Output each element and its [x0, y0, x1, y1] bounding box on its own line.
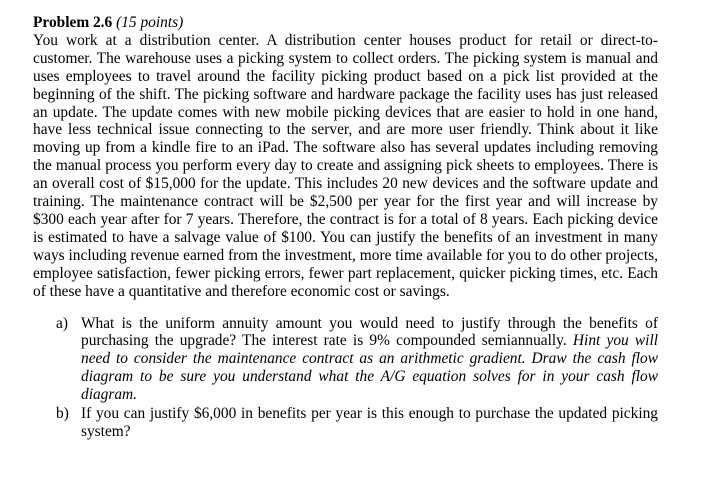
problem-document: [33, 14, 658, 441]
problem-heading: [33, 14, 658, 32]
problem-number: Problem 2.6: [33, 14, 113, 31]
previous-page-text-fragment: [232, 0, 492, 5]
question-text: If you can justify $6,000 in benefits per year is this enough to purchase the updated picking system?: [81, 405, 658, 440]
question-list: [33, 315, 658, 441]
question-a: [56, 314, 658, 405]
question-text: What is the uniform annuity amount you would need to justify through the benefits of purchasing the upgrade? The interest rate is 9% compounded semiannually.: [81, 314, 658, 350]
problem-points: (15 points): [116, 14, 184, 31]
cut-off-text-marks: [232, 0, 492, 5]
question-b: [56, 405, 658, 441]
question-marker: a): [56, 314, 68, 332]
question-marker: b): [56, 405, 69, 423]
problem-statement: You work at a distribution center. A distribution center houses product for retail or direct-to-customer. The warehouse uses a picking system to collect orders. The picking system is manual and uses employees to travel around the facility picking product based on a pick list provided at the beginning of the shift. The picking software and hardware package the facility uses has just released an update. The update comes with new mobile picking devices that are easier to hold in one hand, have less technical issue connecting to the server, and are more user friendly. Think about it like moving up from a kindle fire to an iPad. The software also has several updates including removing the manual process you perform every day to create and assigning pick sheets to employees. There is an overall cost of $15,000 for the update. This includes 20 new devices and the software update and training. The maintenance contract will be $2,500 per year for the first year and will increase by $300 each year after for 7 years. Therefore, the contract is for a total of 8 years. Each picking device is estimated to have a salvage value of $100. You can justify the benefits of an investment in many ways including revenue earned from the investment, more time available for you to do other projects, employee satisfaction, fewer picking errors, fewer part replacement, quicker picking times, etc. Each of these have a quantitative and therefore economic cost or savings.: [33, 31, 658, 300]
question-hint: Hint you will need to consider the maintenance contract as an arithmetic gradient. Draw the cash flow diagram to be sure you understand what the A/G equation solves for in your cash flow diagram.: [81, 332, 658, 404]
